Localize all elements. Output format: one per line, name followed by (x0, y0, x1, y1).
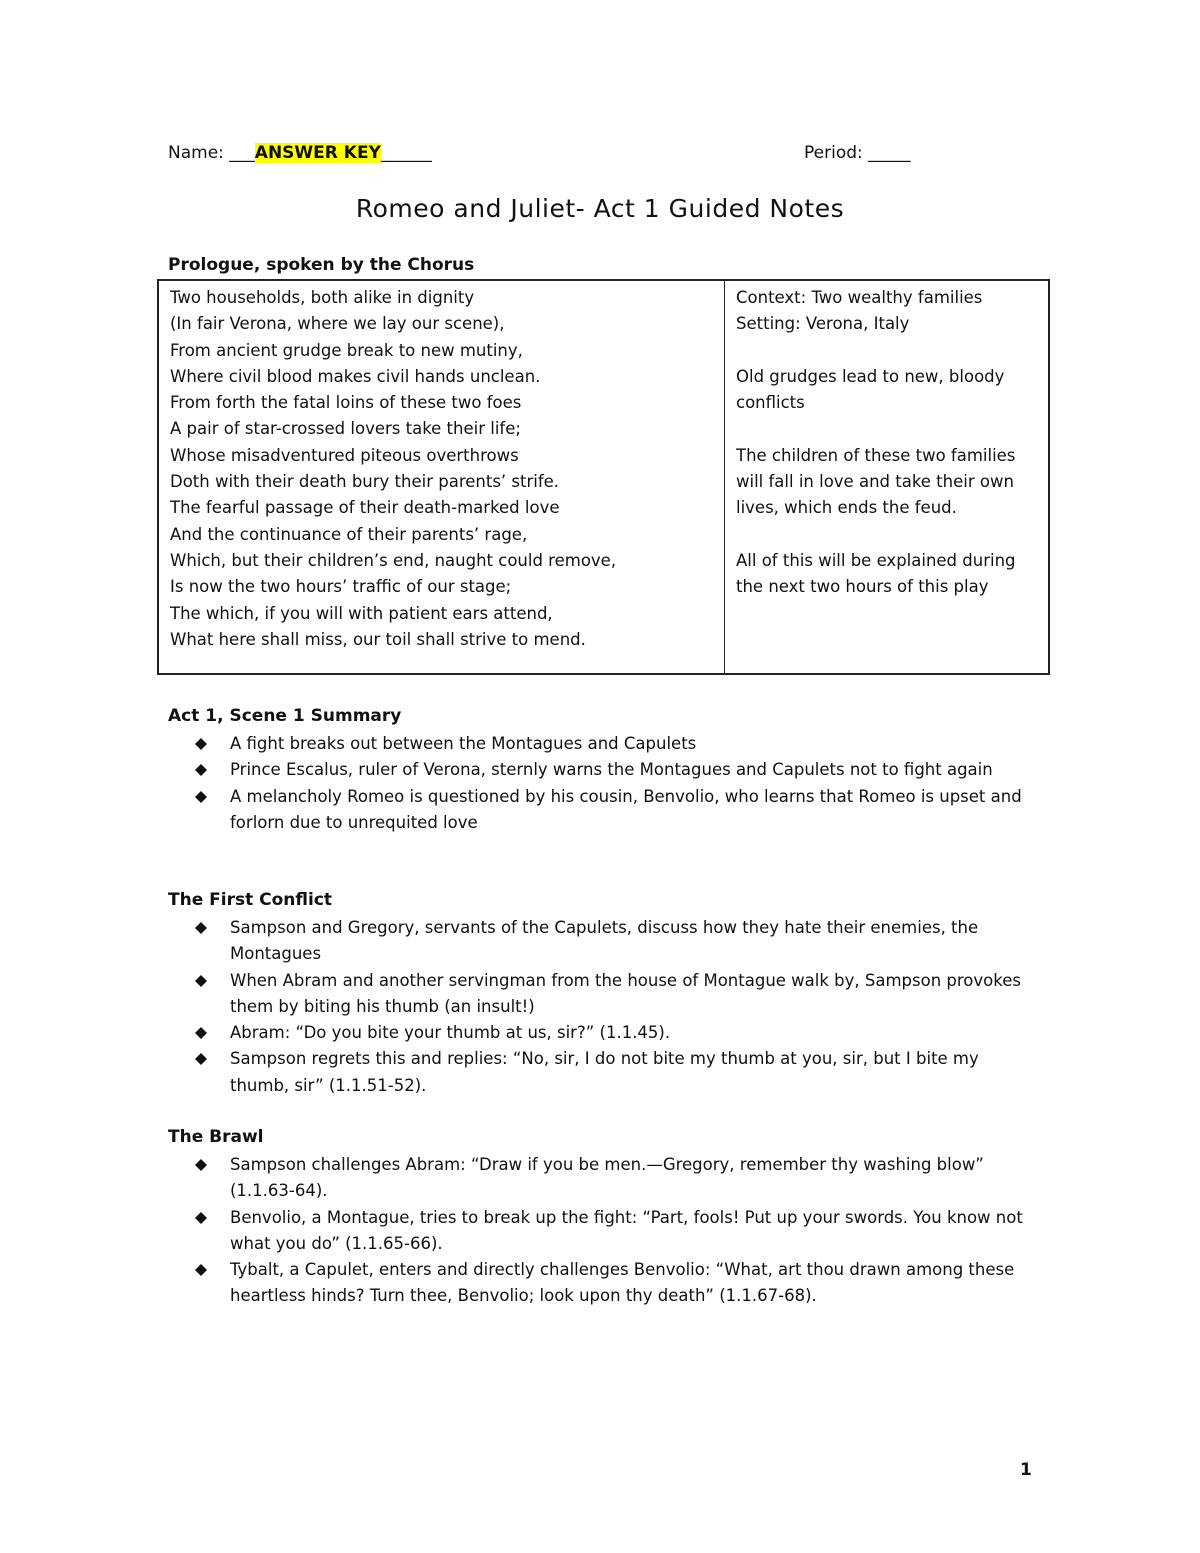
scene1-summary-heading: Act 1, Scene 1 Summary (168, 706, 402, 726)
prologue-line: The fearful passage of their death-marked love (170, 498, 560, 518)
list-item: When Abram and another servingman from the house of Montague walk by, Sampson provokes them by biting his thumb (an insult!) (195, 968, 1035, 1021)
prologue-line: Where civil blood makes civil hands unclean. (170, 366, 541, 386)
prologue-line: From forth the fatal loins of these two foes (170, 393, 522, 413)
list-item: Tybalt, a Capulet, enters and directly challenges Benvolio: “What, art thou drawn among these heartless hinds? Turn thee, Benvolio; look upon thy death” (1.1.67-68). (195, 1257, 1035, 1310)
name-answer-key: ANSWER KEY (254, 143, 381, 163)
first-conflict-list (195, 915, 1035, 1099)
diamond-bullet-icon (195, 922, 207, 934)
diamond-bullet-icon (195, 738, 207, 750)
name-field (168, 143, 432, 163)
first-conflict-heading: The First Conflict (168, 890, 333, 910)
note-grudges: Old grudges lead to new, bloody conflicts (736, 366, 1005, 413)
note-setting: Setting: Verona, Italy (736, 314, 910, 334)
prologue-heading: Prologue, spoken by the Chorus (168, 255, 475, 275)
prologue-line: (In fair Verona, where we lay our scene), (170, 314, 505, 334)
brawl-heading: The Brawl (168, 1127, 264, 1147)
prologue-line: Is now the two hours’ traffic of our stage; (170, 577, 512, 597)
table-divider (724, 281, 725, 673)
diamond-bullet-icon (195, 1027, 207, 1039)
header-row (168, 143, 1048, 169)
prologue-line: Two households, both alike in dignity (170, 288, 475, 307)
note-spacer (736, 416, 1042, 442)
prologue-line: The which, if you will with patient ears attend, (170, 603, 553, 623)
scene1-summary-list (195, 731, 1035, 836)
name-label: Name: ___ (168, 143, 255, 163)
diamond-bullet-icon (195, 1159, 207, 1171)
diamond-bullet-icon (195, 1264, 207, 1276)
diamond-bullet-icon (195, 1053, 207, 1065)
note-context: Context: Two wealthy families (736, 288, 983, 307)
name-trailing: ______ (380, 143, 432, 163)
note-explained: All of this will be explained during the next two hours of this play (736, 550, 1016, 597)
note-children: The children of these two families will fall in love and take their own lives, which ends the feud. (736, 445, 1016, 518)
diamond-bullet-icon (195, 764, 207, 776)
prologue-line: From ancient grudge break to new mutiny, (170, 340, 523, 360)
list-item: Sampson challenges Abram: “Draw if you be men.—Gregory, remember thy washing blow” (1.1.63-64). (195, 1152, 1035, 1205)
prologue-table (157, 279, 1050, 675)
page-title: Romeo and Juliet- Act 1 Guided Notes (355, 194, 845, 223)
brawl-list (195, 1152, 1035, 1310)
prologue-line: What here shall miss, our toil shall strive to mend. (170, 629, 586, 649)
page-number: 1 (1020, 1460, 1032, 1480)
list-item: Sampson and Gregory, servants of the Capulets, discuss how they hate their enemies, the Montagues (195, 915, 1035, 968)
prologue-line: Which, but their children’s end, naught could remove, (170, 550, 617, 570)
list-item: Abram: “Do you bite your thumb at us, sir?” (1.1.45). (195, 1020, 1035, 1046)
prologue-text-cell (170, 285, 715, 653)
prologue-line: Doth with their death bury their parents’ strife. (170, 472, 560, 492)
diamond-bullet-icon (195, 791, 207, 803)
list-item: Sampson regrets this and replies: “No, sir, I do not bite my thumb at you, sir, but I bite my thumb, sir” (1.1.51-52). (195, 1046, 1035, 1099)
list-item: A melancholy Romeo is questioned by his cousin, Benvolio, who learns that Romeo is upset and forlorn due to unrequited love (195, 784, 1035, 837)
prologue-notes-cell (736, 285, 1042, 601)
period-field: Period: _____ (804, 143, 911, 163)
diamond-bullet-icon (195, 975, 207, 987)
note-spacer (736, 338, 1042, 364)
diamond-bullet-icon (195, 1212, 207, 1224)
list-item: Benvolio, a Montague, tries to break up the fight: “Part, fools! Put up your swords. You know not what you do” (1.1.65-66). (195, 1205, 1035, 1258)
prologue-line: And the continuance of their parents’ rage, (170, 524, 528, 544)
list-item: A fight breaks out between the Montagues and Capulets (195, 731, 1035, 757)
prologue-line: A pair of star-crossed lovers take their life; (170, 419, 521, 439)
prologue-line: Whose misadventured piteous overthrows (170, 445, 519, 465)
note-spacer (736, 522, 1042, 548)
list-item: Prince Escalus, ruler of Verona, sternly warns the Montagues and Capulets not to fight again (195, 757, 1035, 783)
